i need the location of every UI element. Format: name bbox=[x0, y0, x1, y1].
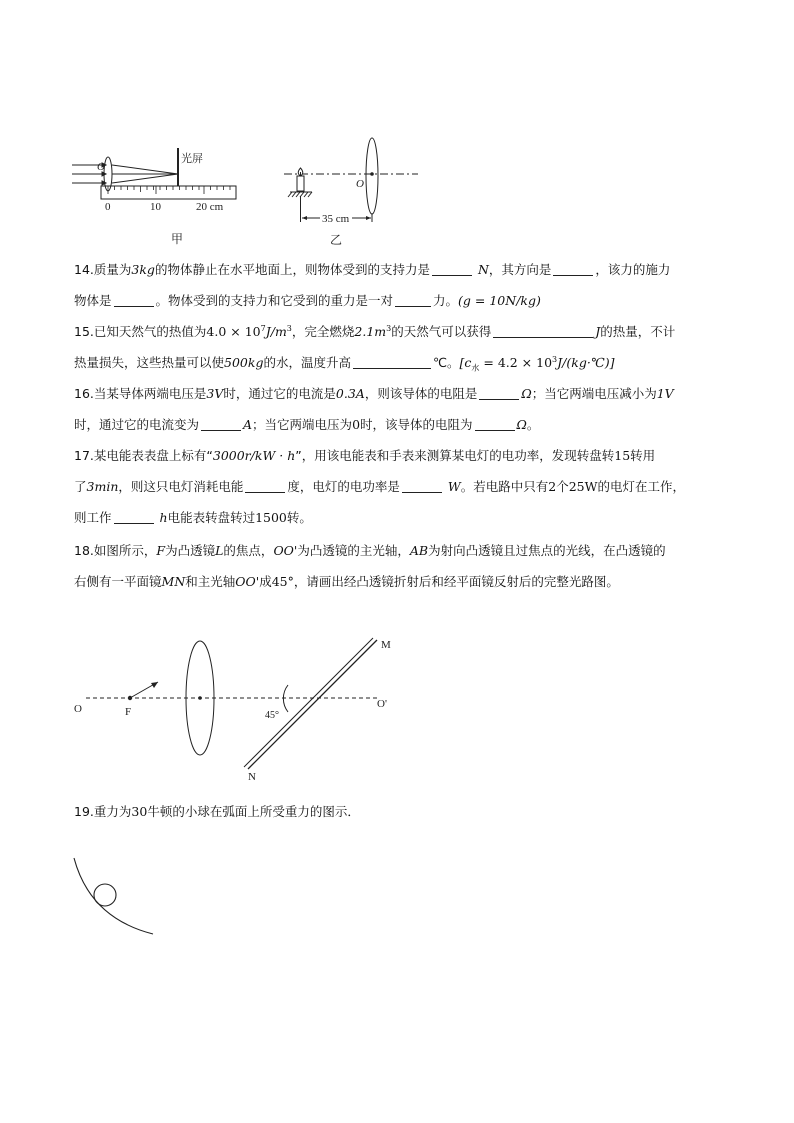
q18-label-o-right: O' bbox=[377, 698, 387, 710]
answer-blank[interactable] bbox=[402, 478, 442, 493]
jia-tick-10: 10 bbox=[150, 201, 161, 213]
answer-blank[interactable] bbox=[245, 478, 285, 493]
jia-tick-0: 0 bbox=[105, 201, 111, 213]
answer-blank[interactable] bbox=[201, 416, 241, 431]
q18-label-n: N bbox=[248, 771, 256, 783]
answer-blank[interactable] bbox=[353, 354, 431, 369]
q18-label-f: F bbox=[125, 706, 132, 718]
answer-blank[interactable] bbox=[553, 261, 593, 276]
yi-caption: 乙 bbox=[330, 233, 343, 247]
answer-blank[interactable] bbox=[479, 385, 519, 400]
question-15: 15.已知天然气的热值为$4.0 \times 10^7J/m^3$，完全燃烧$2.1m^3$的天然气可以获得 J的热量，不计 热量损失，这些热量可以使500kg的水，温度升高 ℃。[$c_水 = 4.2$ × $10^3J/(kg\cdot℃)$] bbox=[74, 323, 676, 373]
question-14: 14.质量为3kg的物体静止在水平地面上，则物体受到的支持力是 N，其方向是 ，该力的施力 物体是 。物体受到的支持力和它受到的重力是一对 力。(g = 10N/kg) bbox=[74, 262, 671, 308]
question-18: 18.如图所示，F为凸透镜L的焦点，OO'为凸透镜的主光轴，AB为射向凸透镜且过焦点的光线，在凸透镜的 右侧有一平面镜MN和主光轴OO'成45°，请画出经凸透镜折射后和经平面镜反射后的完整光路图。 bbox=[74, 543, 666, 589]
figure-q19 bbox=[68, 852, 168, 942]
question-19: 19.重力为30牛顿的小球在弧面上所受重力的图示． bbox=[74, 804, 360, 819]
q18-label-m: M bbox=[381, 639, 391, 651]
answer-blank[interactable] bbox=[493, 323, 593, 338]
answer-blank[interactable] bbox=[475, 416, 515, 431]
yi-distance-label: 35 cm bbox=[322, 213, 350, 225]
jia-tick-20: 20 cm bbox=[196, 201, 224, 213]
jia-screen-label: 光屏 bbox=[181, 152, 203, 165]
answer-blank[interactable] bbox=[114, 509, 154, 524]
figure-q18 bbox=[70, 632, 400, 784]
figure-yi bbox=[282, 136, 422, 248]
jia-point-o: O bbox=[97, 161, 105, 173]
figure-jia bbox=[68, 148, 238, 248]
jia-caption: 甲 bbox=[171, 232, 184, 246]
question-16: 16.当某导体两端电压是3V时，通过它的电流是0.3A，则该导体的电阻是 Ω；当它两端电压减小为1V 时，通过它的电流变为 A；当它两端电压为0时，该导体的电阻为 Ω。 bbox=[74, 386, 674, 432]
q18-label-o-left: O bbox=[74, 703, 82, 715]
q18-label-angle: 45° bbox=[265, 710, 279, 721]
answer-blank[interactable] bbox=[114, 292, 154, 307]
answer-blank[interactable] bbox=[395, 292, 431, 307]
yi-point-o: O bbox=[356, 178, 364, 190]
answer-blank[interactable] bbox=[432, 261, 472, 276]
question-17: 17.某电能表表盘上标有“3000r/kW · h”，用该电能表和手表来测算某电灯的电功率，发现转盘转15转用 了3min，则这只电灯消耗电能 度，电灯的电功率是 W。若电路中只有2个25W的电灯在工作， 则工作 h电能表转盘转过1500转。 bbox=[74, 448, 686, 525]
